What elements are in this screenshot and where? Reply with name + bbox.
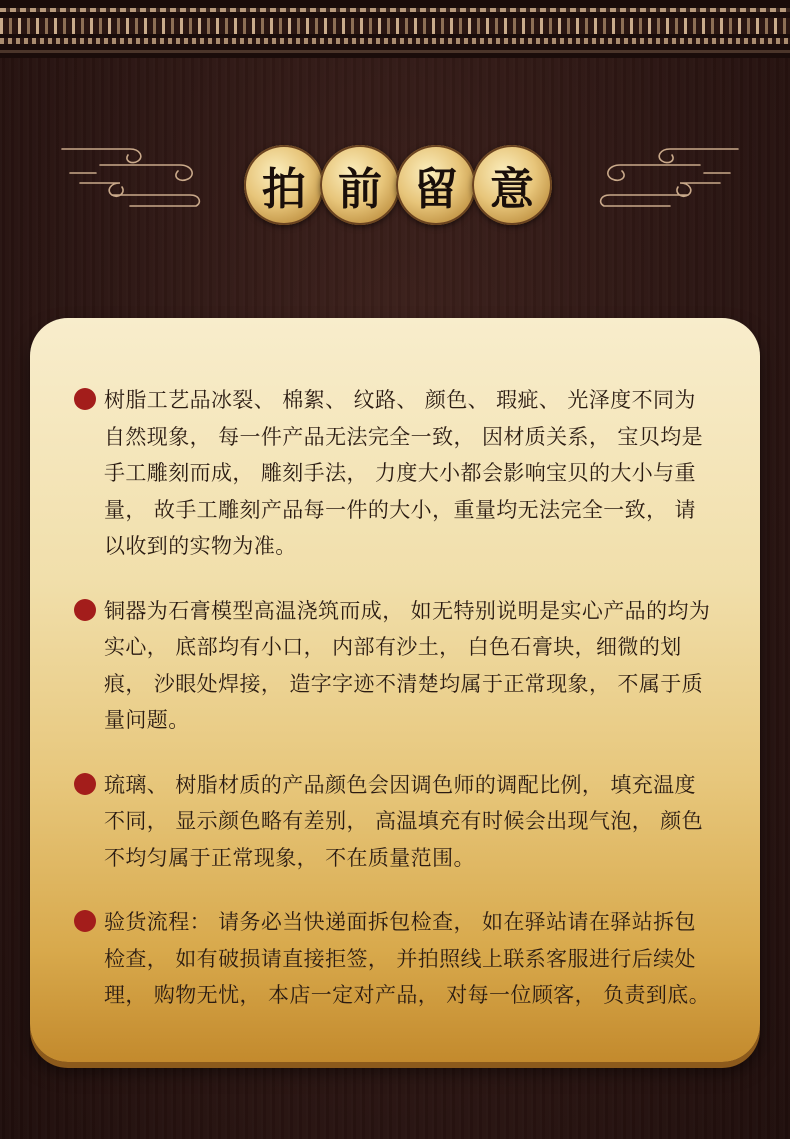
list-item — [74, 767, 714, 877]
list-item — [74, 382, 714, 565]
list-item — [74, 593, 714, 739]
border-band-3 — [0, 38, 790, 44]
border-band-1 — [0, 8, 790, 12]
note-text: 验货流程： 请务必当快递面拆包检查， 如在驿站请在驿站拆包检查， 如有破损请直接拒签， 并拍照线上联系客服进行后续处理， 购物无忧， 本店一定对产品， 对每一位顾客， 负责到底。 — [104, 910, 711, 1007]
cloud-ornament-icon — [60, 143, 210, 213]
cloud-ornament-icon — [590, 143, 740, 213]
note-text: 琉璃、 树脂材质的产品颜色会因调色师的调配比例， 填充温度不同， 显示颜色略有差别， 高温填充有时候会出现气泡， 颜色不均匀属于正常现象， 不在质量范围。 — [104, 772, 704, 870]
bullet-dot-icon — [74, 599, 96, 621]
title-char-disc: 拍 — [244, 145, 324, 225]
bullet-dot-icon — [74, 773, 96, 795]
border-band-4 — [0, 50, 790, 53]
title-char-disc: 留 — [396, 145, 476, 225]
note-text: 树脂工艺品冰裂、 棉絮、 纹路、 颜色、 瑕疵、 光泽度不同为自然现象， 每一件产品无法完全一致， 因材质关系， 宝贝均是手工雕刻而成， 雕刻手法， 力度大小都会影响宝贝的大小与重量， 故手工雕刻产品每一件的大小，重量均无法完全一致， 请以收到的实物为准。 — [104, 388, 704, 558]
title-char-disc: 意 — [472, 145, 552, 225]
border-band-2 — [0, 18, 790, 34]
bullet-dot-icon — [74, 910, 96, 932]
note-text: 铜器为石膏模型高温浇筑而成， 如无特别说明是实心产品的均为实心， 底部均有小口， 内部有沙土， 白色石膏块，细微的划痕， 沙眼处焊接， 造字字迹不清楚均属于正常现象， 不属于质量问题。 — [104, 598, 711, 732]
notes-list — [74, 382, 714, 1042]
list-item — [74, 904, 714, 1014]
decorative-top-border — [0, 0, 790, 58]
page-title — [244, 145, 554, 225]
title-char-disc: 前 — [320, 145, 400, 225]
bullet-dot-icon — [74, 388, 96, 410]
